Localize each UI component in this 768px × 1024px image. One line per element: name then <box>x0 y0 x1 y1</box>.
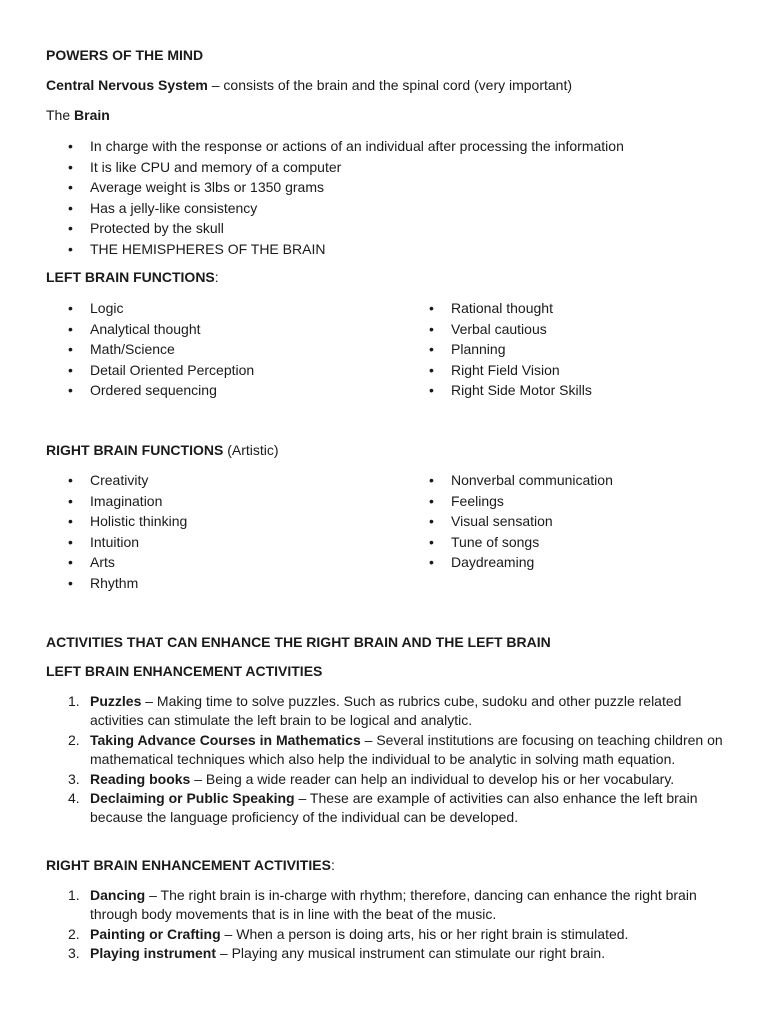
left-activities-heading: LEFT BRAIN ENHANCEMENT ACTIVITIES <box>46 663 323 679</box>
list-item: • Daydreaming <box>407 552 613 573</box>
list-item: 3. Playing instrument – Playing any musical instrument can stimulate our right brain. <box>68 945 606 962</box>
left-functions-col1 <box>46 298 254 401</box>
list-item: • Visual sensation <box>407 511 613 532</box>
right-activities-heading: RIGHT BRAIN ENHANCEMENT ACTIVITIES: <box>46 857 335 873</box>
list-item: • Protected by the skull <box>46 218 624 239</box>
list-item: • Analytical thought <box>46 319 254 340</box>
list-item: • Intuition <box>46 532 187 553</box>
cns-definition: Central Nervous System – consists of the brain and the spinal cord (very important) <box>46 77 573 93</box>
list-item: • Average weight is 3lbs or 1350 grams <box>46 177 624 198</box>
brain-bullet-list <box>46 136 624 260</box>
activities-heading: ACTIVITIES THAT CAN ENHANCE THE RIGHT BRAIN AND THE LEFT BRAIN <box>46 634 551 650</box>
list-item: • It is like CPU and memory of a computer <box>46 157 624 178</box>
list-item: • THE HEMISPHERES OF THE BRAIN <box>46 239 624 260</box>
left-brain-functions-heading: LEFT BRAIN FUNCTIONS: <box>46 269 219 285</box>
list-item: • In charge with the response or actions of an individual after processing the information <box>46 136 624 157</box>
brain-heading: The Brain <box>46 107 110 123</box>
list-item: • Feelings <box>407 491 613 512</box>
list-item: • Math/Science <box>46 339 254 360</box>
list-item: • Logic <box>46 298 254 319</box>
list-item: • Tune of songs <box>407 532 613 553</box>
list-item: • Arts <box>46 552 187 573</box>
list-item: 2. Taking Advance Courses in Mathematics – Several institutions are focusing on teaching children on mathematical techniques which also help the individual to be analytic in solving math equation. <box>68 731 723 768</box>
list-item: • Ordered sequencing <box>46 380 254 401</box>
list-item: • Rational thought <box>407 298 592 319</box>
list-item: • Creativity <box>46 470 187 491</box>
left-functions-col2 <box>407 298 592 401</box>
right-brain-functions-heading: RIGHT BRAIN FUNCTIONS (Artistic) <box>46 442 279 458</box>
right-functions-col2 <box>407 470 613 573</box>
right-functions-col1 <box>46 470 187 594</box>
list-item: • Rhythm <box>46 573 187 594</box>
right-activities-list <box>46 886 736 964</box>
list-item: 1. Puzzles – Making time to solve puzzles. Such as rubrics cube, sudoku and other puzzle related activities can stimulate the left brain to be logical and analytic. <box>68 693 682 729</box>
list-item: • Verbal cautious <box>407 319 592 340</box>
list-item: • Holistic thinking <box>46 511 187 532</box>
list-item: 1. Dancing – The right brain is in-charge with rhythm; therefore, dancing can enhance the right brain through body movements that is in line with the beat of the music. <box>68 887 697 923</box>
document-title: POWERS OF THE MIND <box>46 47 204 63</box>
list-item: • Planning <box>407 339 592 360</box>
list-item: • Right Side Motor Skills <box>407 380 592 401</box>
list-item: • Has a jelly-like consistency <box>46 198 624 219</box>
list-item: • Nonverbal communication <box>407 470 613 491</box>
list-item: • Imagination <box>46 491 187 512</box>
list-item: 3. Reading books – Being a wide reader can help an individual to develop his or her vocabulary. <box>68 770 675 787</box>
left-activities-list <box>46 692 736 828</box>
list-item: • Detail Oriented Perception <box>46 360 254 381</box>
list-item: 4. Declaiming or Public Speaking – These are example of activities can also enhance the left brain because the language proficiency of the individual can be developed. <box>68 790 698 826</box>
list-item: 2. Painting or Crafting – When a person is doing arts, his or her right brain is stimulated. <box>68 925 629 942</box>
list-item: • Right Field Vision <box>407 360 592 381</box>
